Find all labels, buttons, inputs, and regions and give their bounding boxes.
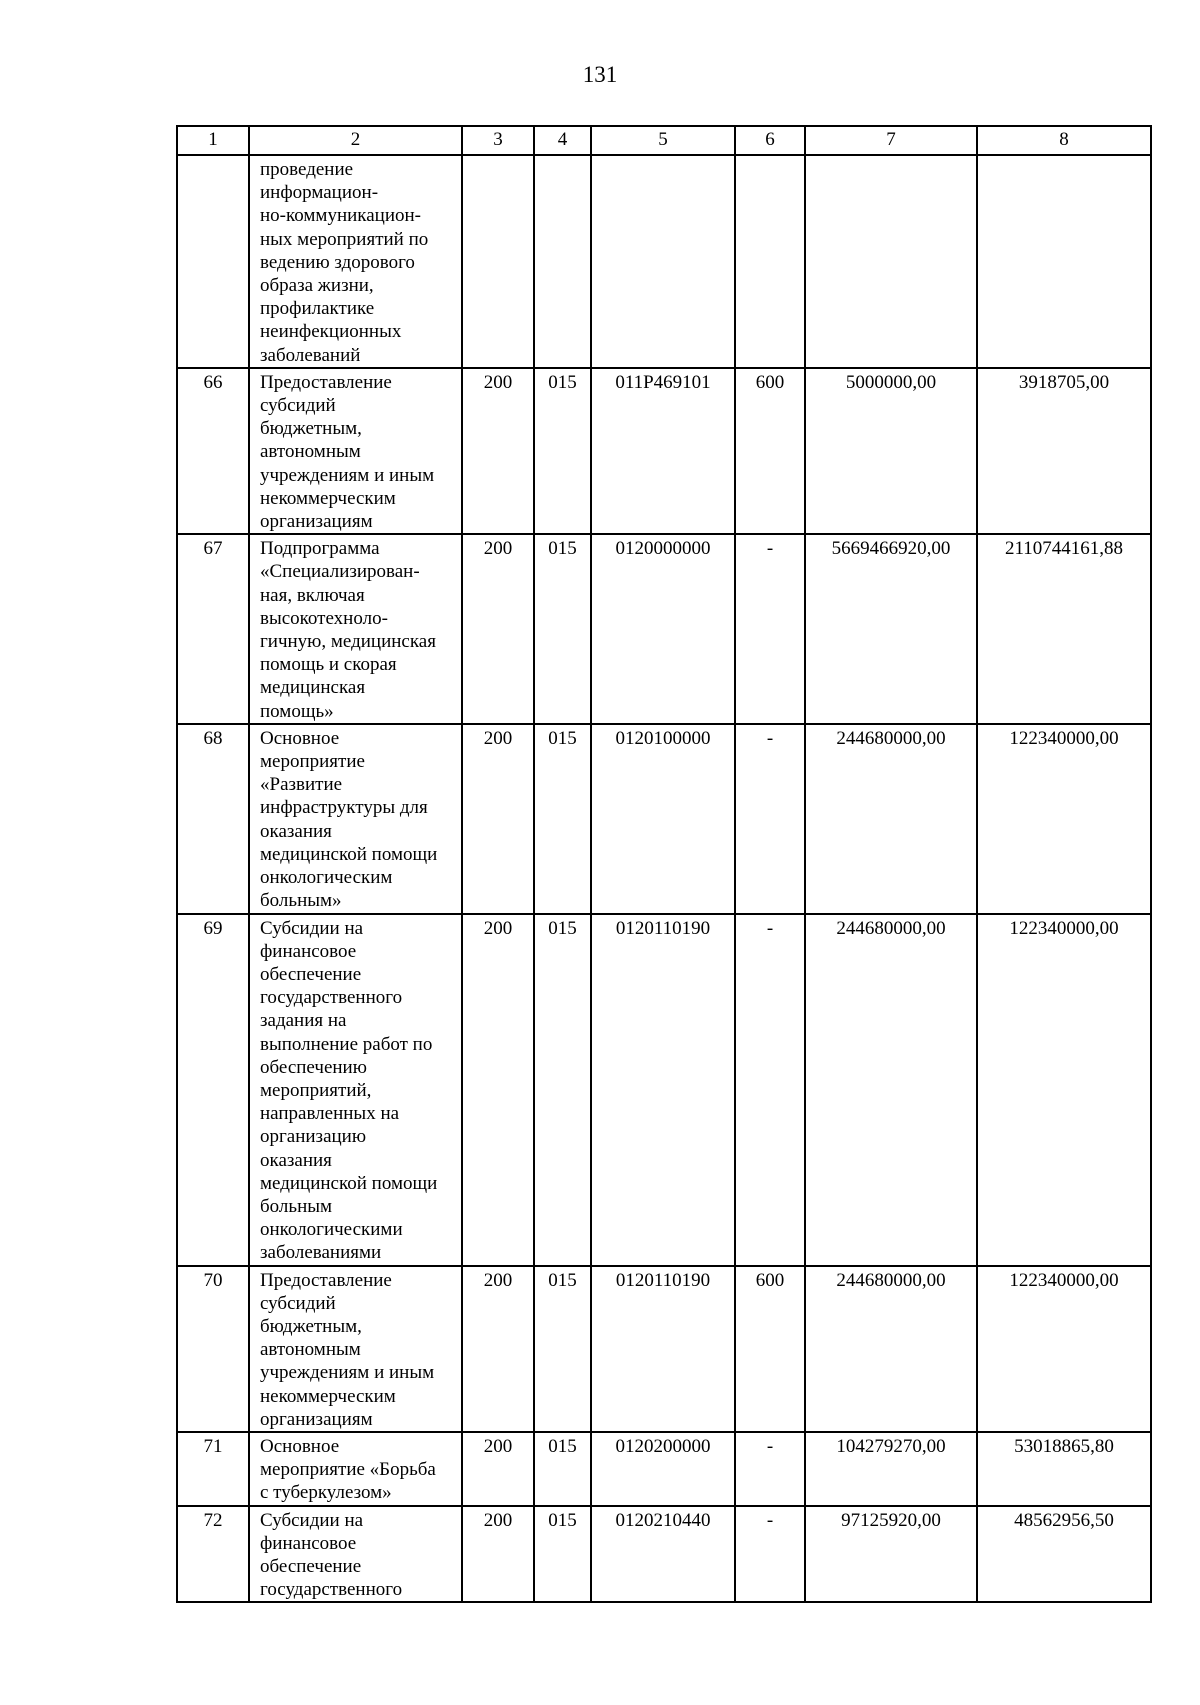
row-code-5: 0120210440 xyxy=(591,1506,735,1603)
row-code-3 xyxy=(462,155,534,368)
row-amount-8 xyxy=(977,155,1151,368)
table-header-row xyxy=(177,126,1151,155)
row-description xyxy=(249,368,462,534)
row-amount-7 xyxy=(805,155,977,368)
row-description xyxy=(249,1506,462,1603)
column-header: 4 xyxy=(534,126,591,155)
row-description xyxy=(249,534,462,724)
row-code-4: 015 xyxy=(534,368,591,534)
row-description xyxy=(249,1432,462,1506)
row-amount-7: 97125920,00 xyxy=(805,1506,977,1603)
row-code-3: 200 xyxy=(462,1506,534,1603)
row-number: 68 xyxy=(177,724,249,914)
row-number: 71 xyxy=(177,1432,249,1506)
row-description xyxy=(249,1266,462,1432)
row-code-5 xyxy=(591,155,735,368)
row-number xyxy=(177,155,249,368)
row-amount-7: 244680000,00 xyxy=(805,1266,977,1432)
row-code-4: 015 xyxy=(534,1506,591,1603)
table-row xyxy=(177,1266,1151,1432)
column-header: 1 xyxy=(177,126,249,155)
row-code-5: 0120100000 xyxy=(591,724,735,914)
row-code-5: 011P469101 xyxy=(591,368,735,534)
row-code-3: 200 xyxy=(462,1432,534,1506)
row-description-text: Основное мероприятие «Развитие инфраструктуры для оказания медицинской помощи онкологическим больным» xyxy=(260,727,438,912)
row-amount-7: 104279270,00 xyxy=(805,1432,977,1506)
row-code-3: 200 xyxy=(462,534,534,724)
column-header: 3 xyxy=(462,126,534,155)
table-row xyxy=(177,914,1151,1266)
table-row xyxy=(177,1506,1151,1603)
row-description-text: Субсидии на финансовое обеспечение государственного xyxy=(260,1509,403,1601)
column-header: 8 xyxy=(977,126,1151,155)
row-code-6: - xyxy=(735,914,805,1266)
row-description xyxy=(249,155,462,368)
row-code-6: - xyxy=(735,1506,805,1603)
row-code-6: - xyxy=(735,1432,805,1506)
row-code-4: 015 xyxy=(534,724,591,914)
row-amount-8: 53018865,80 xyxy=(977,1432,1151,1506)
row-code-6 xyxy=(735,155,805,368)
row-description-text: Предоставление субсидий бюджетным, автономным учреждениям и иным некоммерческим организациям xyxy=(260,1269,435,1430)
row-amount-8: 122340000,00 xyxy=(977,1266,1151,1432)
row-code-6: - xyxy=(735,534,805,724)
row-code-3: 200 xyxy=(462,724,534,914)
row-description-text: проведение информацион- но-коммуникацион- ных мероприятий по ведению здорового образа жизни, профилактике неинфекционных заболеваний xyxy=(260,159,429,366)
row-code-4: 015 xyxy=(534,534,591,724)
table-row xyxy=(177,534,1151,724)
row-number: 67 xyxy=(177,534,249,724)
row-code-4: 015 xyxy=(534,1266,591,1432)
row-description-text: Основное мероприятие «Борьба с туберкулезом» xyxy=(260,1435,436,1504)
row-description xyxy=(249,914,462,1266)
column-header: 2 xyxy=(249,126,462,155)
row-code-6: - xyxy=(735,724,805,914)
column-header: 5 xyxy=(591,126,735,155)
row-amount-7: 244680000,00 xyxy=(805,724,977,914)
row-description-text: Предоставление субсидий бюджетным, автономным учреждениям и иным некоммерческим организациям xyxy=(260,371,435,533)
row-amount-8: 122340000,00 xyxy=(977,914,1151,1266)
row-code-5: 0120000000 xyxy=(591,534,735,724)
row-code-5: 0120110190 xyxy=(591,1266,735,1432)
row-number: 72 xyxy=(177,1506,249,1603)
row-code-3: 200 xyxy=(462,368,534,534)
row-description xyxy=(249,724,462,914)
row-code-6: 600 xyxy=(735,1266,805,1432)
row-description-text: Подпрограмма «Специализирован- ная, включая высокотехноло- гичную, медицинская помощь и скорая медицинская помощь» xyxy=(260,538,436,722)
row-amount-8: 2110744161,88 xyxy=(977,534,1151,724)
row-number: 70 xyxy=(177,1266,249,1432)
row-code-4: 015 xyxy=(534,1432,591,1506)
table-row xyxy=(177,724,1151,914)
row-code-3: 200 xyxy=(462,914,534,1266)
row-amount-8: 122340000,00 xyxy=(977,724,1151,914)
row-code-4: 015 xyxy=(534,914,591,1266)
page-number: 131 xyxy=(582,62,618,87)
row-code-5: 0120200000 xyxy=(591,1432,735,1506)
table-row xyxy=(177,368,1151,534)
table-row xyxy=(177,1432,1151,1506)
column-header: 6 xyxy=(735,126,805,155)
row-description-text: Субсидии на финансовое обеспечение государственного задания на выполнение работ по обеспечению мероприятий, направленных на организацию оказания медицинской помощи больным онкологическими заболеваниями xyxy=(260,917,438,1264)
row-code-6: 600 xyxy=(735,368,805,534)
row-code-4 xyxy=(534,155,591,368)
row-amount-7: 5669466920,00 xyxy=(805,534,977,724)
row-code-5: 0120110190 xyxy=(591,914,735,1266)
row-amount-8: 48562956,50 xyxy=(977,1506,1151,1603)
table-row xyxy=(177,155,1151,368)
column-header: 7 xyxy=(805,126,977,155)
row-number: 66 xyxy=(177,368,249,534)
budget-table xyxy=(176,125,1152,1603)
row-code-3: 200 xyxy=(462,1266,534,1432)
row-amount-7: 244680000,00 xyxy=(805,914,977,1266)
row-number: 69 xyxy=(177,914,249,1266)
row-amount-8: 3918705,00 xyxy=(977,368,1151,534)
row-amount-7: 5000000,00 xyxy=(805,368,977,534)
